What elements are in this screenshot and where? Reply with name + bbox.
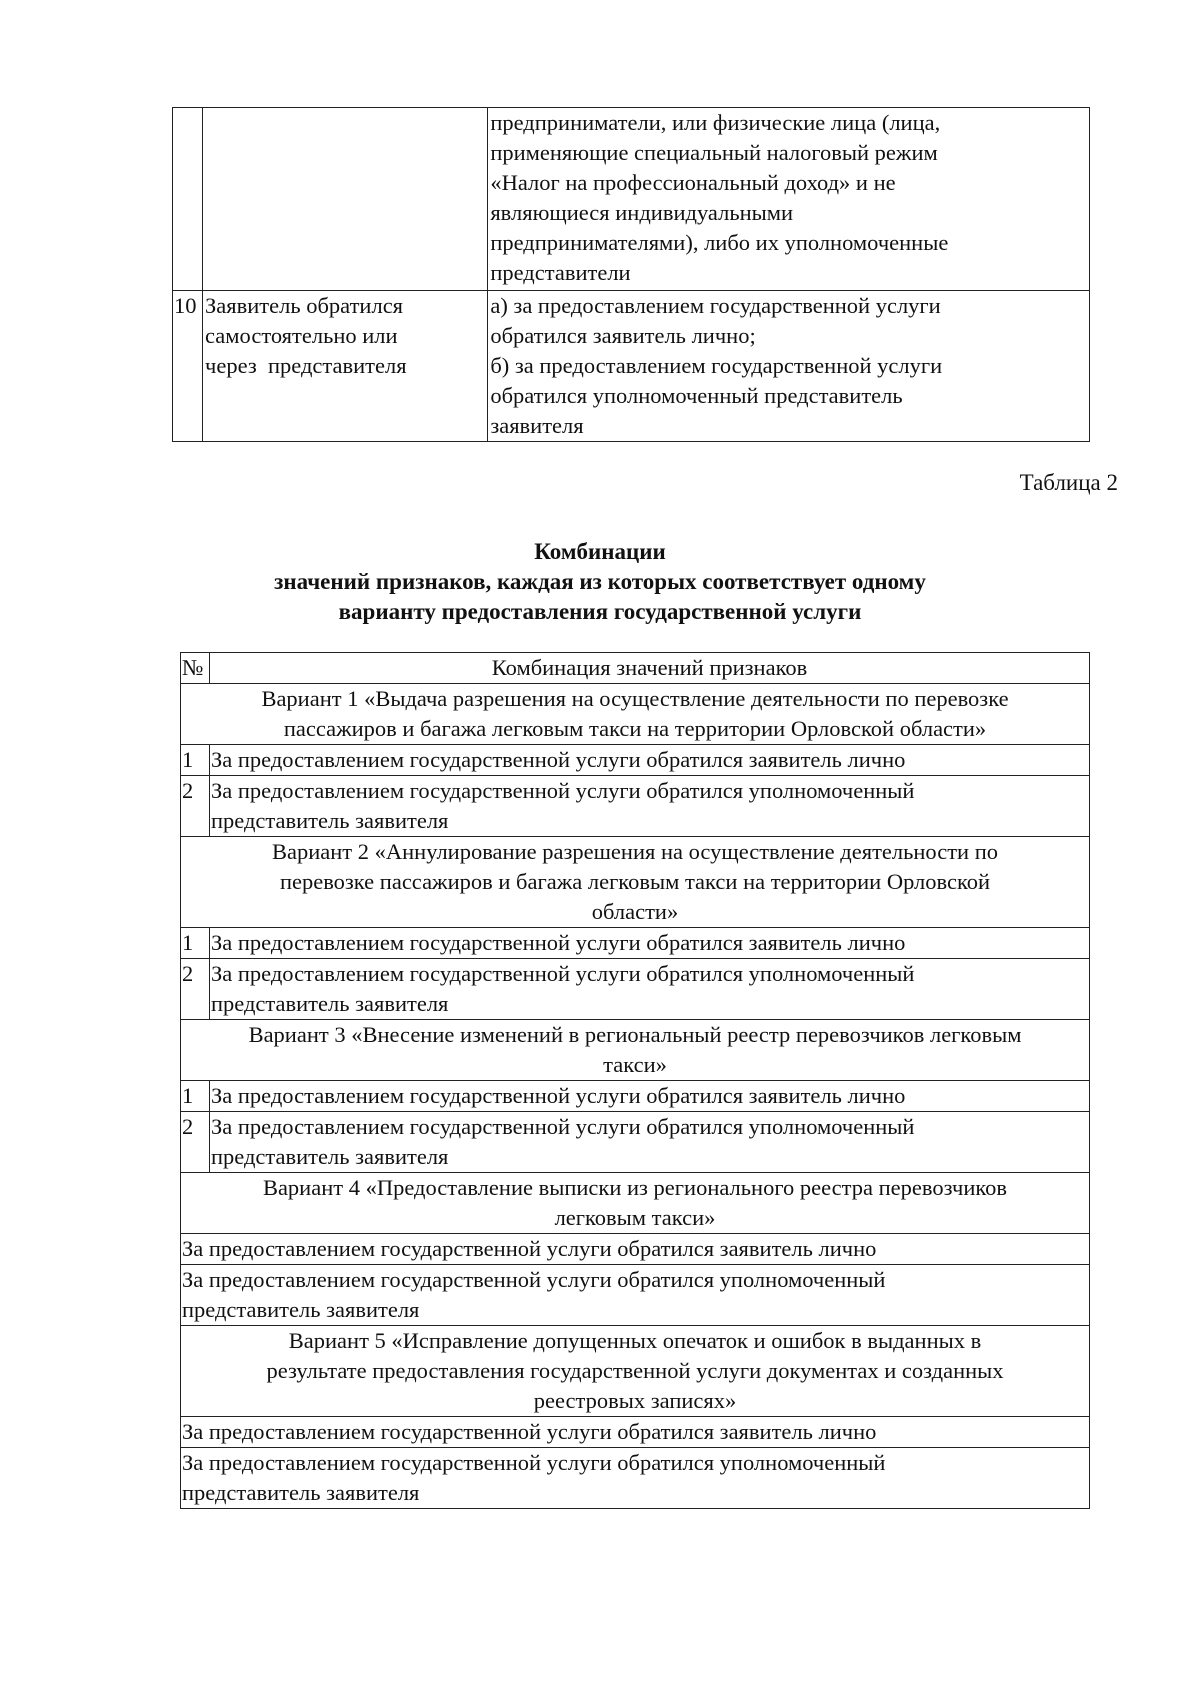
combination-line: За предоставлением государственной услуги обратился заявитель лично xyxy=(211,1083,906,1108)
row-number-cell: 1 xyxy=(181,1081,210,1112)
variant-title-line: области» xyxy=(591,899,679,924)
value-line: а) за предоставлением государственной услуги xyxy=(490,293,941,318)
value-line: обратился уполномоченный представитель xyxy=(490,383,903,408)
combination-line: За предоставлением государственной услуги обратился заявитель лично xyxy=(211,747,906,772)
criterion-line: через представителя xyxy=(205,353,407,378)
variant-row xyxy=(181,837,1090,928)
combination-line: За предоставлением государственной услуги обратился заявитель лично xyxy=(211,930,906,955)
variant-title-cell xyxy=(181,837,1090,928)
row-number-cell: 2 xyxy=(181,1112,210,1173)
number-header-cell: № xyxy=(181,653,210,684)
variant-title-line: Вариант 2 «Аннулирование разрешения на осуществление деятельности по xyxy=(271,839,999,864)
criterion-cell xyxy=(203,108,488,291)
row-number-cell: 1 xyxy=(181,745,210,776)
combination-line: За предоставлением государственной услуги обратился уполномоченный xyxy=(211,1114,915,1139)
value-line: представители xyxy=(490,260,631,285)
value-line: предпринимателями), либо их уполномоченные xyxy=(490,230,949,255)
table-row xyxy=(181,745,1090,776)
row-number-cell: 2 xyxy=(181,959,210,1020)
table-row xyxy=(181,1265,1090,1326)
combination-line: За предоставлением государственной услуги обратился уполномоченный xyxy=(182,1267,886,1292)
row-number-cell: 2 xyxy=(181,776,210,837)
variant-title-line: реестровых записях» xyxy=(533,1388,737,1413)
table-row xyxy=(181,776,1090,837)
variant-row xyxy=(181,1173,1090,1234)
variant-row xyxy=(181,684,1090,745)
criterion-line: самостоятельно или xyxy=(205,323,398,348)
table-caption: Таблица 2 xyxy=(1019,470,1118,495)
combination-header-cell: Комбинация значений признаков xyxy=(210,653,1090,684)
row-number-cell: 1 xyxy=(181,928,210,959)
combination-line: представитель заявителя xyxy=(211,808,449,833)
section-subtitle-line: значений признаков, каждая из которых соответствует одному xyxy=(274,569,926,594)
combination-cell xyxy=(181,1417,1090,1448)
table-row xyxy=(173,291,1090,442)
variant-title-line: Вариант 4 «Предоставление выписки из регионального реестра перевозчиков xyxy=(262,1175,1008,1200)
variant-title-cell xyxy=(181,1173,1090,1234)
combinations-table xyxy=(180,652,1090,1509)
table-row xyxy=(181,1081,1090,1112)
combination-cell xyxy=(210,1081,1090,1112)
variant-title-line: результате предоставления государственной услуги документах и созданных xyxy=(266,1358,1004,1383)
value-line: обратился заявитель лично; xyxy=(490,323,756,348)
section-title: Комбинации xyxy=(534,539,666,564)
value-line: применяющие специальный налоговый режим xyxy=(490,140,938,165)
criterion-cell xyxy=(203,291,488,442)
variant-title-line: Вариант 3 «Внесение изменений в региональный реестр перевозчиков легковым xyxy=(248,1022,1022,1047)
table-row xyxy=(173,108,1090,291)
variant-title-line: легковым такси» xyxy=(554,1205,716,1230)
combination-cell xyxy=(210,1112,1090,1173)
table-row xyxy=(181,959,1090,1020)
value-line: б) за предоставлением государственной услуги xyxy=(490,353,943,378)
variant-title-line: такси» xyxy=(603,1052,667,1077)
table-row xyxy=(181,928,1090,959)
value-cell xyxy=(488,108,1090,291)
combination-line: представитель заявителя xyxy=(182,1297,420,1322)
table-row xyxy=(181,1417,1090,1448)
table-row xyxy=(181,1234,1090,1265)
variant-title-line: пассажиров и багажа легковым такси на территории Орловской области» xyxy=(283,716,987,741)
combination-line: За предоставлением государственной услуги обратился заявитель лично xyxy=(182,1236,877,1261)
combination-cell xyxy=(181,1234,1090,1265)
variant-title-cell xyxy=(181,1020,1090,1081)
combination-line: За предоставлением государственной услуги обратился уполномоченный xyxy=(211,961,915,986)
table-header-row xyxy=(181,653,1090,684)
criterion-line: Заявитель обратился xyxy=(205,293,404,318)
value-line: заявителя xyxy=(490,413,584,438)
table-row xyxy=(181,1448,1090,1509)
value-cell xyxy=(488,291,1090,442)
combination-cell xyxy=(181,1265,1090,1326)
combination-cell xyxy=(210,745,1090,776)
value-line: «Налог на профессиональный доход» и не xyxy=(490,170,896,195)
variant-row xyxy=(181,1326,1090,1417)
criteria-table xyxy=(172,107,1090,442)
combination-cell xyxy=(181,1448,1090,1509)
row-number-cell xyxy=(173,108,203,291)
combination-cell xyxy=(210,959,1090,1020)
section-subtitle-line: варианту предоставления государственной услуги xyxy=(338,599,862,624)
combination-line: За предоставлением государственной услуги обратился уполномоченный xyxy=(211,778,915,803)
combination-line: За предоставлением государственной услуги обратился уполномоченный xyxy=(182,1450,886,1475)
combination-line: представитель заявителя xyxy=(211,1144,449,1169)
combination-cell xyxy=(210,928,1090,959)
variant-title-line: перевозке пассажиров и багажа легковым такси на территории Орловской xyxy=(279,869,991,894)
combination-line: За предоставлением государственной услуги обратился заявитель лично xyxy=(182,1419,877,1444)
variant-title-line: Вариант 1 «Выдача разрешения на осуществление деятельности по перевозке xyxy=(261,686,1009,711)
combination-cell xyxy=(210,776,1090,837)
row-number-cell: 10 xyxy=(173,291,203,442)
value-line: предприниматели, или физические лица (лица, xyxy=(490,110,941,135)
table-row xyxy=(181,1112,1090,1173)
variant-row xyxy=(181,1020,1090,1081)
combination-line: представитель заявителя xyxy=(211,991,449,1016)
combination-line: представитель заявителя xyxy=(182,1480,420,1505)
value-line: являющиеся индивидуальными xyxy=(490,200,794,225)
variant-title-cell xyxy=(181,684,1090,745)
variant-title-cell xyxy=(181,1326,1090,1417)
variant-title-line: Вариант 5 «Исправление допущенных опечаток и ошибок в выданных в xyxy=(288,1328,982,1353)
